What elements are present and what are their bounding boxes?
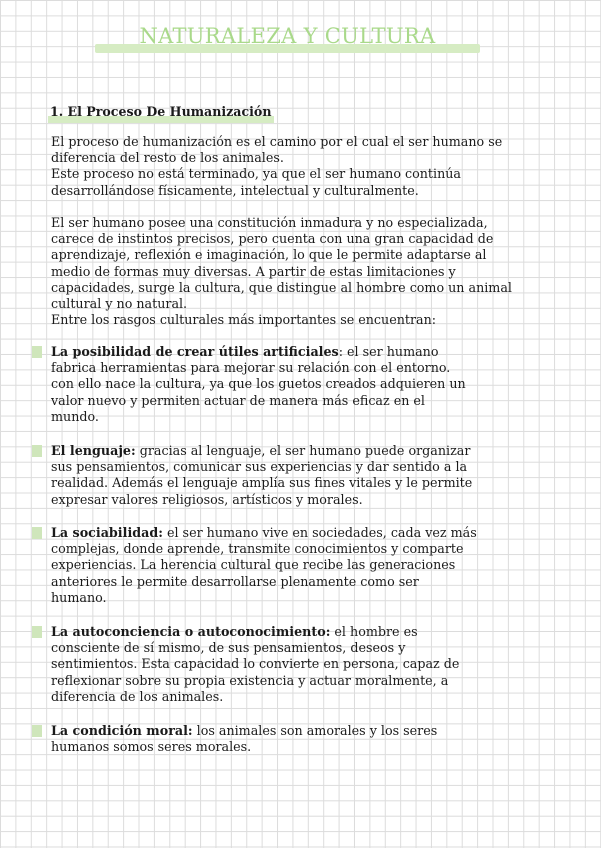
section-heading: 1. El Proceso De Humanización bbox=[50, 104, 272, 119]
text-line: medio de formas muy diversas. A partir de estas limitaciones y bbox=[51, 263, 456, 279]
trait-first-line bbox=[51, 344, 466, 360]
text-line: reflexionar sobre su propia existencia y actuar moralmente, a bbox=[51, 672, 449, 688]
text-line: mundo. bbox=[51, 408, 99, 424]
text-line: cultural y no natural. bbox=[51, 296, 188, 312]
trait-item bbox=[51, 525, 477, 606]
trait-term: La condición moral: bbox=[51, 723, 193, 738]
text-line: realidad. Además el lenguaje amplía sus fines vitales y le permite bbox=[51, 475, 473, 491]
text-line: Este proceso no está terminado, ya que el ser humano continúa bbox=[51, 166, 461, 182]
trait-text: : el ser humano bbox=[338, 344, 439, 359]
text-line: humanos somos seres morales. bbox=[51, 739, 252, 755]
text-line: fabrica herramientas para mejorar su relación con el entorno. bbox=[51, 360, 451, 376]
trait-term: La autoconciencia o autoconocimiento: bbox=[51, 624, 331, 639]
text-line: sentimientos. Esta capacidad lo convierte en persona, capaz de bbox=[51, 656, 460, 672]
text-line: complejas, donde aprende, transmite conocimientos y comparte bbox=[51, 541, 464, 557]
trait-text: los animales son amorales y los seres bbox=[192, 723, 438, 738]
trait-first-line bbox=[51, 525, 477, 541]
bullet-marker bbox=[32, 725, 42, 737]
text-line: anteriores le permite desarrollarse plenamente como ser bbox=[51, 573, 419, 589]
intro-paragraph bbox=[51, 134, 502, 199]
constitution-paragraph bbox=[51, 215, 512, 328]
bullet-marker bbox=[32, 626, 42, 638]
trait-term: El lenguaje: bbox=[51, 443, 136, 458]
text-line: desarrollándose físicamente, intelectual y culturalmente. bbox=[51, 182, 419, 198]
bullet-marker bbox=[32, 527, 42, 539]
trait-text: el ser humano vive en sociedades, cada vez más bbox=[162, 525, 477, 540]
trait-first-line bbox=[51, 624, 459, 640]
text-line: experiencias. La herencia cultural que recibe las generaciones bbox=[51, 557, 456, 573]
text-line: humano. bbox=[51, 589, 107, 605]
page-title: NATURALEZA Y CULTURA bbox=[139, 24, 436, 48]
text-line: aprendizaje, reflexión e imaginación, lo que le permite adaptarse al bbox=[51, 247, 487, 263]
text-line: consciente de sí mismo, de sus pensamientos, deseos y bbox=[51, 640, 406, 656]
trait-item bbox=[51, 344, 466, 425]
bullet-marker bbox=[32, 346, 42, 358]
trait-item bbox=[51, 443, 472, 508]
trait-item bbox=[51, 624, 459, 705]
title-block bbox=[95, 22, 480, 56]
text-line: Entre los rasgos culturales más importantes se encuentran: bbox=[51, 312, 437, 328]
trait-item bbox=[51, 723, 437, 755]
trait-text: el hombre es bbox=[330, 624, 418, 639]
text-line: capacidades, surge la cultura, que distingue al hombre como un animal bbox=[51, 279, 512, 295]
trait-text: gracias al lenguaje, el ser humano puede organizar bbox=[135, 443, 471, 458]
text-line: con ello nace la cultura, ya que los guetos creados adquieren un bbox=[51, 376, 466, 392]
trait-first-line bbox=[51, 443, 472, 459]
text-line: diferencia del resto de los animales. bbox=[51, 150, 284, 166]
trait-term: La sociabilidad: bbox=[51, 525, 163, 540]
text-line: sus pensamientos, comunicar sus experiencias y dar sentido a la bbox=[51, 459, 468, 475]
text-line: El proceso de humanización es el camino por el cual el ser humano se bbox=[51, 134, 503, 149]
text-line: carece de instintos precisos, pero cuenta con una gran capacidad de bbox=[51, 231, 494, 247]
bullet-marker bbox=[32, 445, 42, 457]
trait-term: La posibilidad de crear útiles artificiales bbox=[51, 344, 339, 359]
text-line: valor nuevo y permiten actuar de manera más eficaz en el bbox=[51, 392, 425, 408]
text-line: El ser humano posee una constitución inmadura y no especializada, bbox=[51, 215, 488, 230]
text-line: expresar valores religiosos, artísticos y morales. bbox=[51, 491, 363, 507]
text-line: diferencia de los animales. bbox=[51, 688, 224, 704]
trait-first-line bbox=[51, 723, 437, 739]
